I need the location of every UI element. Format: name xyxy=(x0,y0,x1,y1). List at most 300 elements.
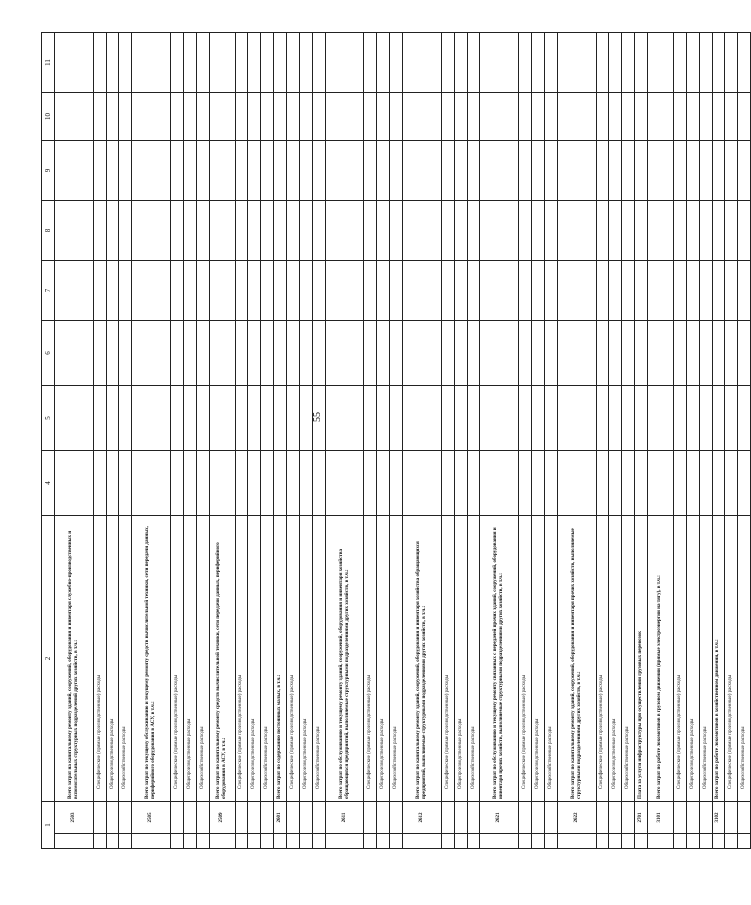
table-row xyxy=(519,33,532,849)
value-cell xyxy=(235,33,248,93)
table-row xyxy=(261,33,274,849)
value-cell xyxy=(712,261,725,321)
value-cell xyxy=(480,33,519,93)
value-cell xyxy=(544,201,557,261)
value-cell xyxy=(299,33,312,93)
row-number-cell xyxy=(712,834,725,849)
value-cell xyxy=(287,386,300,451)
value-cell xyxy=(299,141,312,201)
value-cell xyxy=(106,141,119,201)
value-cell xyxy=(325,451,364,516)
table-header xyxy=(42,33,55,849)
row-number-cell xyxy=(635,834,648,849)
row-number-cell xyxy=(519,834,532,849)
value-cell xyxy=(596,321,609,386)
row-code: 2622 xyxy=(557,802,596,834)
value-cell xyxy=(480,261,519,321)
value-cell xyxy=(454,451,467,516)
value-cell xyxy=(377,33,390,93)
value-cell xyxy=(454,386,467,451)
value-cell xyxy=(106,201,119,261)
value-cell xyxy=(364,141,377,201)
row-number-cell xyxy=(132,834,171,849)
value-cell xyxy=(699,141,712,201)
value-cell xyxy=(673,321,686,386)
value-cell xyxy=(183,33,196,93)
value-cell xyxy=(196,386,209,451)
value-cell xyxy=(183,141,196,201)
row-description: Всего затрат по обслуживанию и текущему ремонту связанных с передачей прочих зданий, сооружений, оборудования и инвентаря прочих хозяйств, выполняемые структурными подразделениями других хозяйств, в т.ч.: xyxy=(480,516,519,802)
value-cell xyxy=(403,201,442,261)
value-cell xyxy=(622,141,635,201)
row-code xyxy=(467,802,480,834)
col-header-6: 6 xyxy=(42,321,55,386)
value-cell xyxy=(377,451,390,516)
value-cell xyxy=(532,141,545,201)
value-cell xyxy=(712,141,725,201)
value-cell xyxy=(261,33,274,93)
value-cell xyxy=(106,33,119,93)
value-cell xyxy=(648,33,674,93)
row-number-cell xyxy=(183,834,196,849)
value-cell xyxy=(183,93,196,141)
row-description: Специфические (прямые производственные) расходы xyxy=(519,516,532,802)
value-cell xyxy=(635,451,648,516)
value-cell xyxy=(196,321,209,386)
row-number-cell xyxy=(299,834,312,849)
table-row xyxy=(686,33,699,849)
value-cell xyxy=(93,93,106,141)
value-cell xyxy=(261,141,274,201)
value-cell xyxy=(274,93,287,141)
value-cell xyxy=(119,33,132,93)
page-number: 55 xyxy=(312,412,323,422)
row-number-cell xyxy=(209,834,235,849)
value-cell xyxy=(364,321,377,386)
row-number-cell xyxy=(325,834,364,849)
row-description: Всего затрат по капитальному ремонту средств вычислительной техники, сети передачи данных, периферийного оборудования в АСУ, в т.ч.: xyxy=(209,516,235,802)
value-cell xyxy=(209,321,235,386)
value-cell xyxy=(673,451,686,516)
value-cell xyxy=(454,201,467,261)
value-cell xyxy=(648,386,674,451)
value-cell xyxy=(55,261,94,321)
value-cell xyxy=(312,386,325,451)
value-cell xyxy=(738,261,751,321)
row-number-cell xyxy=(557,834,596,849)
value-cell xyxy=(364,386,377,451)
value-cell xyxy=(725,93,738,141)
value-cell xyxy=(106,451,119,516)
value-cell xyxy=(287,201,300,261)
value-cell xyxy=(261,386,274,451)
value-cell xyxy=(325,93,364,141)
row-description: Общехозяйственные расходы xyxy=(622,516,635,802)
table-row-total xyxy=(209,33,235,849)
table-row xyxy=(364,33,377,849)
value-cell xyxy=(106,93,119,141)
value-cell xyxy=(171,93,184,141)
value-cell xyxy=(196,141,209,201)
row-description: Плата за услуги инфраструктуры при осуществлении грузовых перевозок xyxy=(635,516,648,802)
value-cell xyxy=(609,386,622,451)
row-code xyxy=(364,802,377,834)
row-code xyxy=(544,802,557,834)
row-code xyxy=(119,802,132,834)
row-description: Общепроизводственные расходы xyxy=(299,516,312,802)
value-cell xyxy=(325,201,364,261)
value-cell xyxy=(119,261,132,321)
value-cell xyxy=(287,261,300,321)
row-description: Специфические (прямые производственные) расходы xyxy=(93,516,106,802)
value-cell xyxy=(609,321,622,386)
table-row-total xyxy=(712,33,725,849)
row-code xyxy=(93,802,106,834)
value-cell xyxy=(596,451,609,516)
table-row xyxy=(106,33,119,849)
row-code: 2503 xyxy=(55,802,94,834)
value-cell xyxy=(171,201,184,261)
value-cell xyxy=(712,451,725,516)
value-cell xyxy=(467,386,480,451)
value-cell xyxy=(209,261,235,321)
table-row-total xyxy=(648,33,674,849)
value-cell xyxy=(183,386,196,451)
value-cell xyxy=(171,261,184,321)
value-cell xyxy=(235,261,248,321)
row-description: Специфические (прямые производственные) расходы xyxy=(364,516,377,802)
row-description: Специфические (прямые производственные) расходы xyxy=(287,516,300,802)
value-cell xyxy=(390,261,403,321)
value-cell xyxy=(480,141,519,201)
value-cell xyxy=(377,386,390,451)
row-code xyxy=(196,802,209,834)
value-cell xyxy=(390,321,403,386)
value-cell xyxy=(196,201,209,261)
value-cell xyxy=(648,141,674,201)
row-description: Общехозяйственные расходы xyxy=(196,516,209,802)
value-cell xyxy=(635,93,648,141)
row-number-cell xyxy=(403,834,442,849)
table-row xyxy=(622,33,635,849)
row-description: Общехозяйственные расходы xyxy=(119,516,132,802)
value-cell xyxy=(467,33,480,93)
value-cell xyxy=(403,33,442,93)
value-cell xyxy=(261,201,274,261)
row-number-cell xyxy=(609,834,622,849)
value-cell xyxy=(248,93,261,141)
table-row xyxy=(609,33,622,849)
value-cell xyxy=(377,141,390,201)
value-cell xyxy=(248,321,261,386)
value-cell xyxy=(454,321,467,386)
value-cell xyxy=(106,321,119,386)
row-code xyxy=(106,802,119,834)
value-cell xyxy=(609,141,622,201)
row-code: 2505 xyxy=(132,802,171,834)
value-cell xyxy=(686,261,699,321)
row-description: Всего затрат по текущему обслуживанию и текущему ремонту средств вычислительной техники, сети передачи данных, периферийного оборудования в АСУ, в т.ч.: xyxy=(132,516,171,802)
row-code: 2611 xyxy=(325,802,364,834)
value-cell xyxy=(325,33,364,93)
row-number-cell xyxy=(467,834,480,849)
row-description: Общепроизводственные расходы xyxy=(377,516,390,802)
row-number-cell xyxy=(248,834,261,849)
table-row xyxy=(93,33,106,849)
row-number-cell xyxy=(686,834,699,849)
value-cell xyxy=(441,141,454,201)
row-code xyxy=(725,802,738,834)
value-cell xyxy=(596,201,609,261)
value-cell xyxy=(312,451,325,516)
value-cell xyxy=(454,33,467,93)
value-cell xyxy=(299,261,312,321)
value-cell xyxy=(299,201,312,261)
value-cell xyxy=(699,386,712,451)
row-description: Всего затрат по капитальному ремонту зданий, сооружений, оборудования и инвентаря прочих хозяйств, выполняемые структурными подразделениями других хозяйств, в т.ч.: xyxy=(557,516,596,802)
value-cell xyxy=(312,93,325,141)
value-cell xyxy=(544,33,557,93)
value-cell xyxy=(325,141,364,201)
value-cell xyxy=(622,261,635,321)
value-cell xyxy=(596,33,609,93)
row-code xyxy=(596,802,609,834)
value-cell xyxy=(403,261,442,321)
row-code xyxy=(519,802,532,834)
row-number-cell xyxy=(235,834,248,849)
value-cell xyxy=(609,33,622,93)
value-cell xyxy=(132,386,171,451)
value-cell xyxy=(596,261,609,321)
value-cell xyxy=(106,261,119,321)
value-cell xyxy=(519,451,532,516)
value-cell xyxy=(377,261,390,321)
row-code xyxy=(183,802,196,834)
value-cell xyxy=(532,321,545,386)
value-cell xyxy=(196,93,209,141)
value-cell xyxy=(55,93,94,141)
value-cell xyxy=(686,201,699,261)
row-code xyxy=(673,802,686,834)
value-cell xyxy=(119,386,132,451)
row-code xyxy=(609,802,622,834)
value-cell xyxy=(699,33,712,93)
value-cell xyxy=(390,201,403,261)
value-cell xyxy=(609,93,622,141)
value-cell xyxy=(248,451,261,516)
value-cell xyxy=(119,141,132,201)
row-code xyxy=(738,802,751,834)
value-cell xyxy=(248,386,261,451)
value-cell xyxy=(712,201,725,261)
table-row-total xyxy=(403,33,442,849)
table-row xyxy=(171,33,184,849)
value-cell xyxy=(132,261,171,321)
value-cell xyxy=(673,141,686,201)
value-cell xyxy=(209,451,235,516)
value-cell xyxy=(519,93,532,141)
row-code: 2621 xyxy=(480,802,519,834)
value-cell xyxy=(248,141,261,201)
value-cell xyxy=(325,386,364,451)
value-cell xyxy=(119,93,132,141)
row-code xyxy=(622,802,635,834)
value-cell xyxy=(441,321,454,386)
row-description: Общепроизводственные расходы xyxy=(686,516,699,802)
value-cell xyxy=(119,321,132,386)
row-number-cell xyxy=(480,834,519,849)
value-cell xyxy=(119,201,132,261)
value-cell xyxy=(519,141,532,201)
table-row xyxy=(454,33,467,849)
value-cell xyxy=(364,451,377,516)
value-cell xyxy=(532,201,545,261)
row-code xyxy=(287,802,300,834)
table-row xyxy=(738,33,751,849)
row-description: Общехозяйственные расходы xyxy=(390,516,403,802)
row-code xyxy=(377,802,390,834)
row-description: Общепроизводственные расходы xyxy=(609,516,622,802)
value-cell xyxy=(725,201,738,261)
value-cell xyxy=(235,141,248,201)
row-description: Специфические (прямые производственные) расходы xyxy=(235,516,248,802)
row-code: 3102 xyxy=(712,802,725,834)
value-cell xyxy=(544,261,557,321)
col-header-4: 4 xyxy=(42,451,55,516)
row-description: Общепроизводственные расходы xyxy=(532,516,545,802)
value-cell xyxy=(196,261,209,321)
value-cell xyxy=(441,93,454,141)
value-cell xyxy=(299,321,312,386)
value-cell xyxy=(725,141,738,201)
col-header-5: 5 xyxy=(42,386,55,451)
value-cell xyxy=(377,321,390,386)
value-cell xyxy=(235,386,248,451)
value-cell xyxy=(132,201,171,261)
value-cell xyxy=(648,321,674,386)
row-number-cell xyxy=(648,834,674,849)
value-cell xyxy=(287,321,300,386)
value-cell xyxy=(390,451,403,516)
table-row xyxy=(673,33,686,849)
value-cell xyxy=(738,386,751,451)
value-cell xyxy=(55,321,94,386)
value-cell xyxy=(106,386,119,451)
row-description: Всего затрат по обслуживанию и текущему ремонту зданий, сооружений, оборудования и инвентаря хозяйства обращающихся предприятий, выполняемые структурными подразделениями других хозяйств, в т.ч.: xyxy=(325,516,364,802)
value-cell xyxy=(519,386,532,451)
value-cell xyxy=(209,386,235,451)
row-description: Общепроизводственные расходы xyxy=(454,516,467,802)
value-cell xyxy=(480,321,519,386)
value-cell xyxy=(596,386,609,451)
row-description: Общехозяйственные расходы xyxy=(544,516,557,802)
value-cell xyxy=(609,201,622,261)
row-number-cell xyxy=(93,834,106,849)
row-code xyxy=(248,802,261,834)
table-row xyxy=(196,33,209,849)
value-cell xyxy=(544,321,557,386)
value-cell xyxy=(287,451,300,516)
value-cell xyxy=(699,93,712,141)
table-row xyxy=(390,33,403,849)
value-cell xyxy=(480,201,519,261)
value-cell xyxy=(622,93,635,141)
row-number-cell xyxy=(725,834,738,849)
value-cell xyxy=(171,33,184,93)
value-cell xyxy=(132,451,171,516)
value-cell xyxy=(287,33,300,93)
value-cell xyxy=(725,261,738,321)
value-cell xyxy=(596,141,609,201)
value-cell xyxy=(325,261,364,321)
value-cell xyxy=(648,261,674,321)
row-description: Всего затрат по капитальному ремонту зданий, сооружений, оборудования и инвентаря хозяйства обращающихся предприятий, выполняемые структурными подразделениями других хозяйств, в т.ч.: xyxy=(403,516,442,802)
value-cell xyxy=(312,141,325,201)
value-cell xyxy=(274,386,287,451)
value-cell xyxy=(325,321,364,386)
row-number-cell xyxy=(274,834,287,849)
value-cell xyxy=(287,141,300,201)
col-header-8: 8 xyxy=(42,201,55,261)
value-cell xyxy=(299,93,312,141)
value-cell xyxy=(235,93,248,141)
row-number-cell xyxy=(364,834,377,849)
value-cell xyxy=(364,261,377,321)
row-description: Специфические (прямые производственные) расходы xyxy=(441,516,454,802)
value-cell xyxy=(622,451,635,516)
value-cell xyxy=(209,33,235,93)
row-description: Общехозяйственные расходы xyxy=(699,516,712,802)
row-code xyxy=(261,802,274,834)
value-cell xyxy=(557,93,596,141)
value-cell xyxy=(55,201,94,261)
row-description: Общепроизводственные расходы xyxy=(183,516,196,802)
value-cell xyxy=(686,33,699,93)
value-cell xyxy=(738,93,751,141)
table-row xyxy=(725,33,738,849)
value-cell xyxy=(532,33,545,93)
row-code: 2701 xyxy=(635,802,648,834)
value-cell xyxy=(119,451,132,516)
value-cell xyxy=(377,93,390,141)
col-header-7: 7 xyxy=(42,261,55,321)
col-header-11: 11 xyxy=(42,33,55,93)
table-row xyxy=(544,33,557,849)
value-cell xyxy=(686,386,699,451)
value-cell xyxy=(467,451,480,516)
value-cell xyxy=(299,386,312,451)
value-cell xyxy=(557,321,596,386)
value-cell xyxy=(55,451,94,516)
value-cell xyxy=(519,261,532,321)
row-description: Общепроизводственные расходы xyxy=(106,516,119,802)
value-cell xyxy=(557,201,596,261)
row-description: Всего затрат по работе локомотивов в грузовом движении (прямые электроэнергии на тягу), в т.ч.: xyxy=(648,516,674,802)
value-cell xyxy=(390,141,403,201)
value-cell xyxy=(390,33,403,93)
row-code xyxy=(454,802,467,834)
value-cell xyxy=(171,321,184,386)
value-cell xyxy=(635,261,648,321)
table-row-total xyxy=(132,33,171,849)
value-cell xyxy=(248,33,261,93)
value-cell xyxy=(738,33,751,93)
rotated-table-container xyxy=(41,33,747,849)
value-cell xyxy=(454,93,467,141)
value-cell xyxy=(261,261,274,321)
row-description: Всего затрат на капитальному ремонту зданий, сооружений, оборудования и инвентаря служебно-производственных и вспомогательных структурных подразделений других хозяйств, в т.ч.: xyxy=(55,516,94,802)
value-cell xyxy=(609,261,622,321)
